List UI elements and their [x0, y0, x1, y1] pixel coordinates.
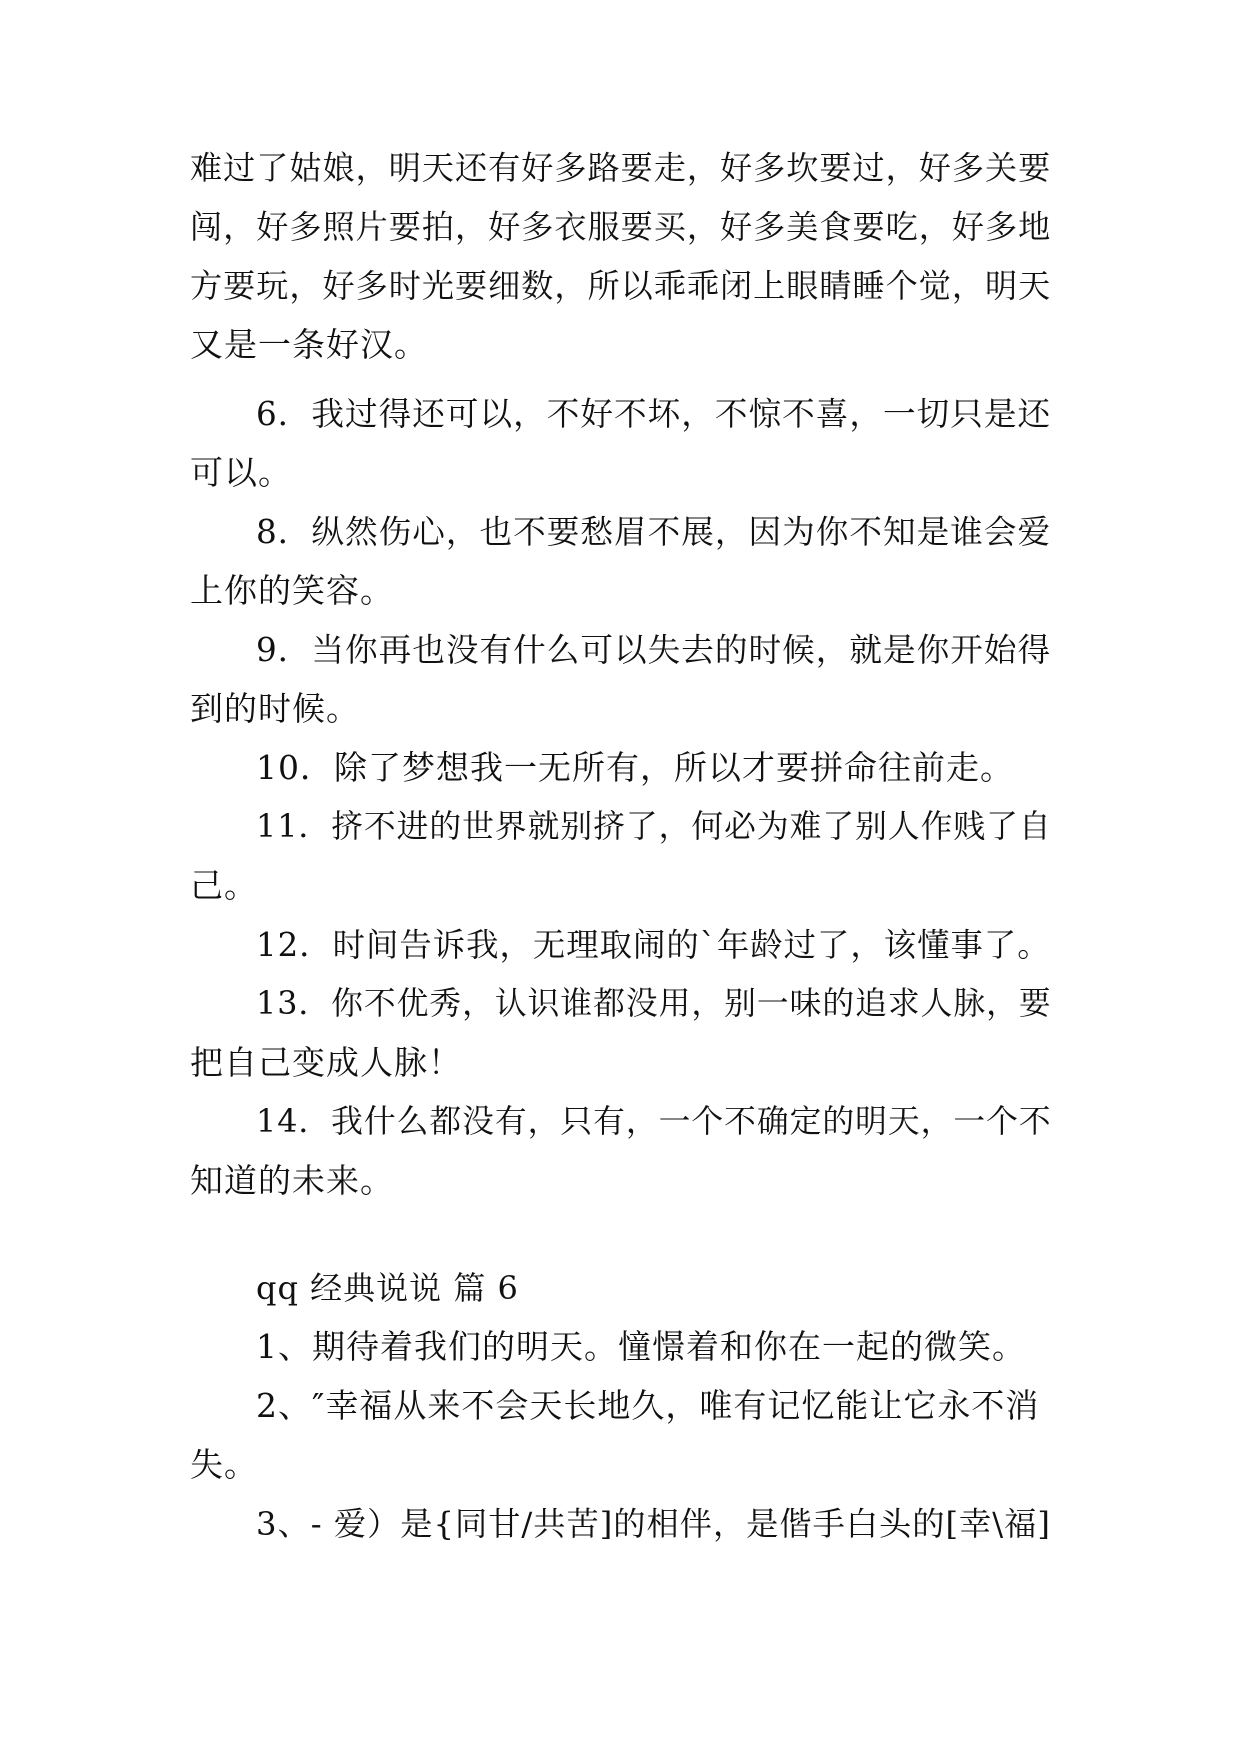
list-item-continuation: 失。: [190, 1445, 258, 1484]
list-item-continuation: 可以。: [190, 453, 292, 492]
list-item-first-line: 10．除了梦想我一无所有，所以才要拼命往前走。: [256, 748, 1014, 787]
list-item-first-line: 9．当你再也没有什么可以失去的时候，就是你开始得: [256, 631, 1052, 669]
list-item-first-line: 6．我过得还可以，不好不坏，不惊不喜，一切只是还: [256, 395, 1052, 433]
list-item-first-line: 12．时间告诉我，无理取闹的`年龄过了，该懂事了。: [256, 926, 1051, 964]
list-item-continuation: 到的时候。: [190, 689, 360, 728]
paragraph-line: 方要玩，好多时光要细数，所以乖乖闭上眼睛睡个觉，明天: [190, 267, 1052, 305]
list-item-first-line: 8．纵然伤心，也不要愁眉不展，因为你不知是谁会爱: [256, 513, 1052, 551]
list-item-continuation: 知道的未来。: [190, 1161, 394, 1200]
list-item-first-line: 13．你不优秀，认识谁都没用，别一味的追求人脉，要: [256, 986, 1052, 1022]
paragraph-line: 难过了姑娘，明天还有好多路要走，好多坎要过，好多关要: [190, 149, 1052, 187]
section-heading: qq 经典说说 篇 6: [256, 1269, 519, 1307]
list-item-first-line: 3、- 爱）是{同甘/共苦]的相伴，是偕手白头的[幸\福]: [256, 1505, 1051, 1543]
paragraph-line: 闯，好多照片要拍，好多衣服要买，好多美食要吃，好多地: [190, 208, 1052, 246]
list-item-first-line: 1、期待着我们的明天。憧憬着和你在一起的微笑。: [256, 1327, 1026, 1366]
list-item-first-line: 2、″幸福从来不会天长地久，唯有记忆能让它永不消: [256, 1386, 1040, 1425]
list-item-continuation: 把自己变成人脉！: [190, 1043, 462, 1082]
list-item-first-line: 11．挤不进的世界就别挤了，何必为难了别人作贱了自: [256, 809, 1052, 845]
list-item-continuation: 上你的笑容。: [190, 571, 394, 610]
list-item-first-line: 14．我什么都没有，只有，一个不确定的明天，一个不: [256, 1104, 1052, 1140]
paragraph-line: 又是一条好汉。: [190, 325, 428, 364]
list-item-continuation: 己。: [190, 866, 258, 905]
